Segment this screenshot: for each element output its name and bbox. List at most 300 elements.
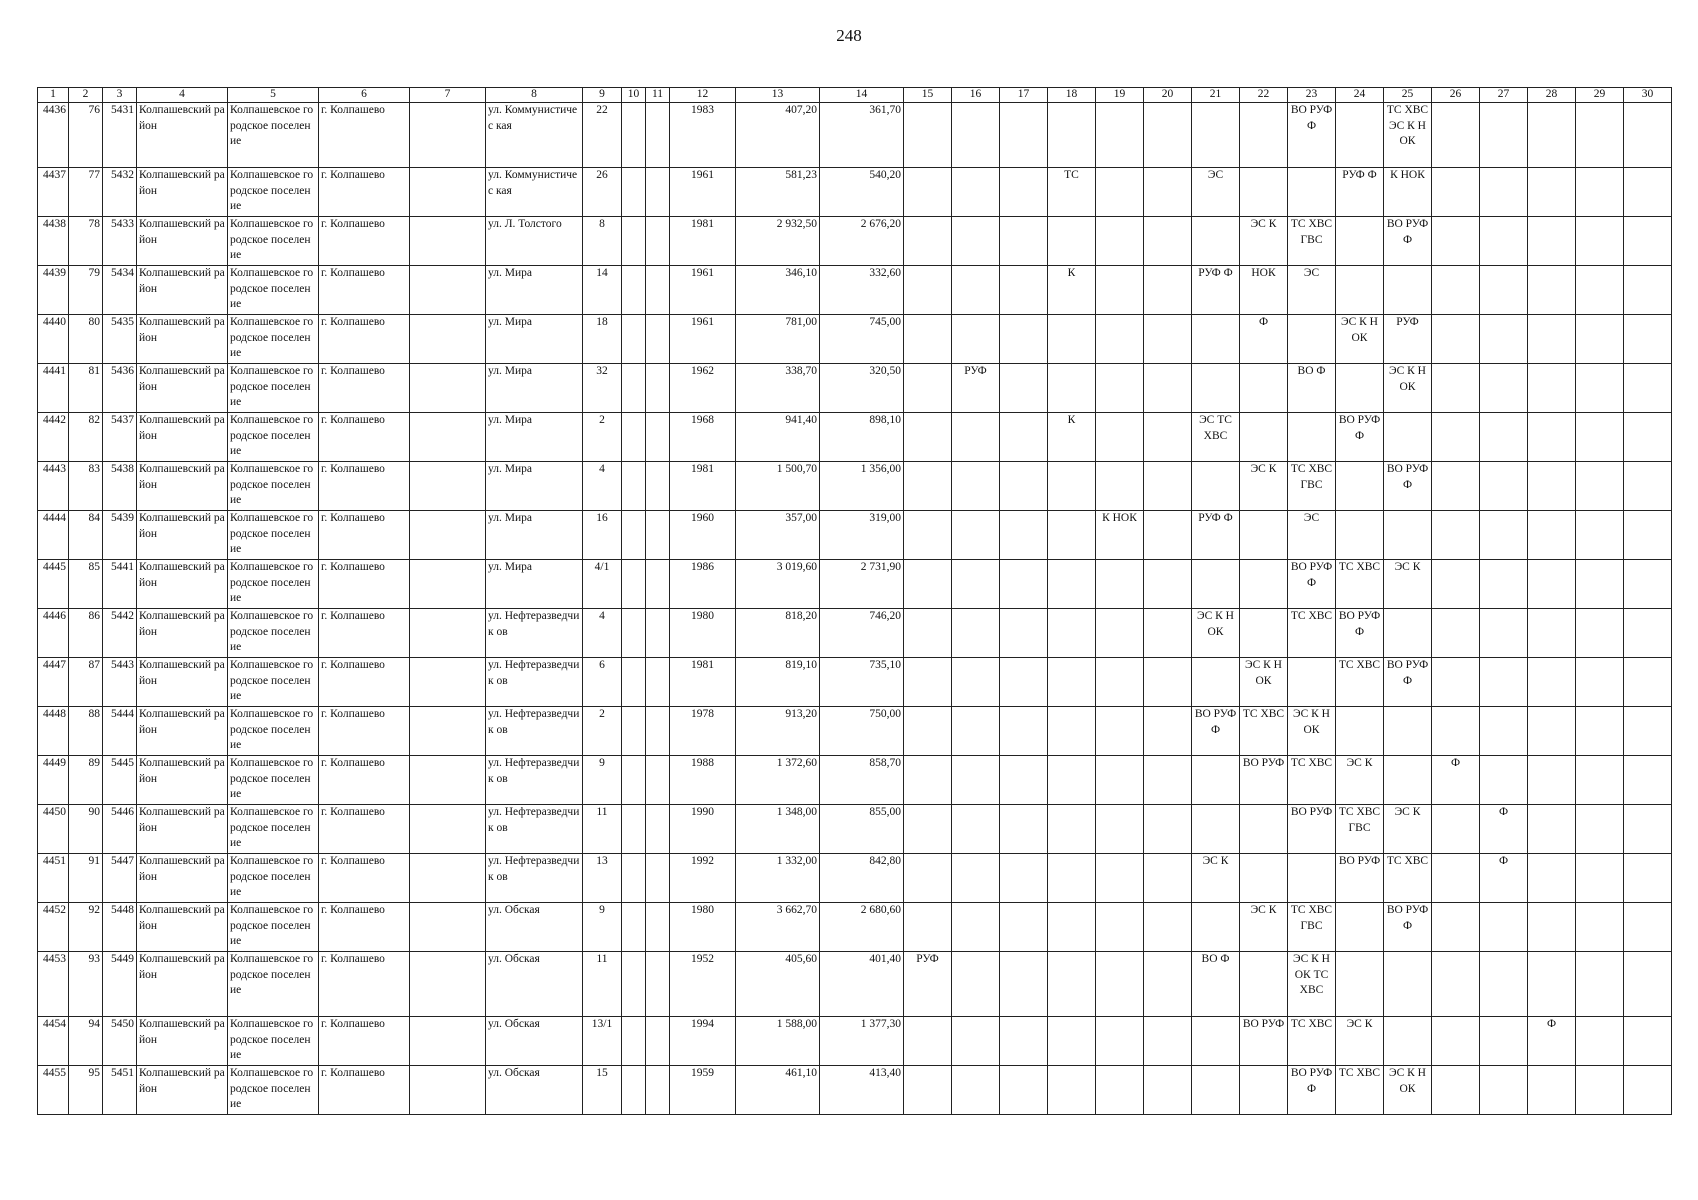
cell-col-9: 16	[583, 511, 622, 560]
header-row	[38, 88, 1672, 103]
cell-col-10	[622, 1066, 646, 1115]
cell-col-17	[1000, 413, 1048, 462]
cell-col-6: г. Колпашево	[319, 609, 410, 658]
cell-col-24	[1336, 462, 1384, 511]
cell-col-19	[1096, 854, 1144, 903]
cell-col-6: г. Колпашево	[319, 364, 410, 413]
cell-col-29	[1576, 609, 1624, 658]
cell-col-13: 407,20	[736, 103, 820, 168]
cell-col-27	[1480, 707, 1528, 756]
cell-col-9: 4	[583, 462, 622, 511]
cell-col-28	[1528, 805, 1576, 854]
column-header-4: 4	[137, 88, 228, 103]
cell-col-18	[1048, 217, 1096, 266]
cell-col-4: Колпашевский район	[137, 805, 228, 854]
table-row	[38, 168, 1672, 217]
cell-col-23: ВО Ф	[1288, 364, 1336, 413]
cell-col-14: 745,00	[820, 315, 904, 364]
cell-col-28	[1528, 609, 1576, 658]
cell-col-12: 1981	[670, 658, 736, 707]
cell-col-11	[646, 903, 670, 952]
cell-col-8: ул. Мира	[486, 511, 583, 560]
cell-col-28	[1528, 756, 1576, 805]
cell-col-18	[1048, 952, 1096, 1017]
cell-col-28	[1528, 315, 1576, 364]
cell-col-13: 1 332,00	[736, 854, 820, 903]
table-row	[38, 756, 1672, 805]
cell-col-30	[1624, 103, 1672, 168]
cell-col-14: 413,40	[820, 1066, 904, 1115]
cell-col-19	[1096, 315, 1144, 364]
cell-col-6: г. Колпашево	[319, 315, 410, 364]
cell-col-2: 79	[69, 266, 103, 315]
cell-col-28	[1528, 952, 1576, 1017]
cell-col-16	[952, 658, 1000, 707]
cell-col-29	[1576, 168, 1624, 217]
cell-col-19	[1096, 805, 1144, 854]
cell-col-16: РУФ	[952, 364, 1000, 413]
column-header-6: 6	[319, 88, 410, 103]
cell-col-1: 4437	[38, 168, 69, 217]
cell-col-6: г. Колпашево	[319, 217, 410, 266]
cell-col-10	[622, 364, 646, 413]
cell-col-14: 2 676,20	[820, 217, 904, 266]
column-header-18: 18	[1048, 88, 1096, 103]
cell-col-28	[1528, 266, 1576, 315]
cell-col-12: 1960	[670, 511, 736, 560]
cell-col-16	[952, 315, 1000, 364]
register-table	[37, 87, 1672, 1115]
cell-col-2: 78	[69, 217, 103, 266]
column-header-5: 5	[228, 88, 319, 103]
cell-col-4: Колпашевский район	[137, 756, 228, 805]
cell-col-12: 1961	[670, 315, 736, 364]
cell-col-18	[1048, 1017, 1096, 1066]
cell-col-28	[1528, 103, 1576, 168]
cell-col-27	[1480, 658, 1528, 707]
cell-col-18	[1048, 658, 1096, 707]
table-row	[38, 511, 1672, 560]
cell-col-24: ТС ХВС	[1336, 1066, 1384, 1115]
cell-col-24: ВО РУФ Ф	[1336, 413, 1384, 462]
cell-col-26: Ф	[1432, 756, 1480, 805]
column-header-29: 29	[1576, 88, 1624, 103]
cell-col-24: ВО РУФ Ф	[1336, 609, 1384, 658]
cell-col-24: РУФ Ф	[1336, 168, 1384, 217]
cell-col-28	[1528, 658, 1576, 707]
cell-col-9: 14	[583, 266, 622, 315]
cell-col-28	[1528, 413, 1576, 462]
column-header-17: 17	[1000, 88, 1048, 103]
cell-col-18: К	[1048, 413, 1096, 462]
cell-col-15	[904, 266, 952, 315]
cell-col-17	[1000, 952, 1048, 1017]
cell-col-11	[646, 1066, 670, 1115]
cell-col-8: ул. Мира	[486, 364, 583, 413]
cell-col-25: ЭС К НОК	[1384, 364, 1432, 413]
cell-col-3: 5444	[103, 707, 137, 756]
cell-col-19	[1096, 707, 1144, 756]
cell-col-19	[1096, 609, 1144, 658]
cell-col-3: 5439	[103, 511, 137, 560]
table-row	[38, 903, 1672, 952]
cell-col-17	[1000, 658, 1048, 707]
cell-col-15	[904, 805, 952, 854]
cell-col-25: ТС ХВС ЭС К НОК	[1384, 103, 1432, 168]
cell-col-26	[1432, 364, 1480, 413]
cell-col-2: 92	[69, 903, 103, 952]
column-header-24: 24	[1336, 88, 1384, 103]
cell-col-8: ул. Нефтеразведчик ов	[486, 658, 583, 707]
cell-col-13: 346,10	[736, 266, 820, 315]
cell-col-20	[1144, 266, 1192, 315]
cell-col-10	[622, 707, 646, 756]
cell-col-19	[1096, 1066, 1144, 1115]
cell-col-19	[1096, 560, 1144, 609]
cell-col-23: ТС ХВС	[1288, 756, 1336, 805]
cell-col-28	[1528, 511, 1576, 560]
table-row	[38, 413, 1672, 462]
cell-col-6: г. Колпашево	[319, 707, 410, 756]
cell-col-8: ул. Обская	[486, 1066, 583, 1115]
cell-col-18	[1048, 903, 1096, 952]
cell-col-24: ТС ХВС ГВС	[1336, 805, 1384, 854]
cell-col-28	[1528, 1066, 1576, 1115]
column-header-13: 13	[736, 88, 820, 103]
cell-col-26	[1432, 854, 1480, 903]
cell-col-16	[952, 217, 1000, 266]
cell-col-16	[952, 266, 1000, 315]
cell-col-3: 5434	[103, 266, 137, 315]
cell-col-18	[1048, 315, 1096, 364]
table-body	[38, 103, 1672, 1115]
cell-col-10	[622, 103, 646, 168]
column-header-25: 25	[1384, 88, 1432, 103]
cell-col-5: Колпашевское городское поселение	[228, 511, 319, 560]
cell-col-19	[1096, 217, 1144, 266]
cell-col-29	[1576, 364, 1624, 413]
cell-col-2: 84	[69, 511, 103, 560]
cell-col-11	[646, 364, 670, 413]
cell-col-11	[646, 952, 670, 1017]
cell-col-15	[904, 217, 952, 266]
cell-col-9: 6	[583, 658, 622, 707]
cell-col-8: ул. Нефтеразведчик ов	[486, 854, 583, 903]
cell-col-21: ЭС К НОК	[1192, 609, 1240, 658]
cell-col-7	[410, 103, 486, 168]
cell-col-25: ВО РУФ Ф	[1384, 903, 1432, 952]
column-header-3: 3	[103, 88, 137, 103]
cell-col-18	[1048, 756, 1096, 805]
cell-col-29	[1576, 805, 1624, 854]
cell-col-6: г. Колпашево	[319, 854, 410, 903]
cell-col-25	[1384, 952, 1432, 1017]
cell-col-14: 540,20	[820, 168, 904, 217]
cell-col-25: ЭС К НОК	[1384, 1066, 1432, 1115]
cell-col-24: ЭС К НОК	[1336, 315, 1384, 364]
cell-col-18	[1048, 805, 1096, 854]
cell-col-27	[1480, 103, 1528, 168]
cell-col-13: 913,20	[736, 707, 820, 756]
cell-col-3: 5438	[103, 462, 137, 511]
cell-col-5: Колпашевское городское поселение	[228, 462, 319, 511]
cell-col-28: Ф	[1528, 1017, 1576, 1066]
cell-col-28	[1528, 903, 1576, 952]
cell-col-7	[410, 168, 486, 217]
cell-col-26	[1432, 707, 1480, 756]
cell-col-10	[622, 1017, 646, 1066]
cell-col-8: ул. Обская	[486, 903, 583, 952]
cell-col-3: 5449	[103, 952, 137, 1017]
cell-col-25: ТС ХВС	[1384, 854, 1432, 903]
cell-col-12: 1980	[670, 609, 736, 658]
cell-col-5: Колпашевское городское поселение	[228, 1017, 319, 1066]
cell-col-6: г. Колпашево	[319, 952, 410, 1017]
cell-col-26	[1432, 315, 1480, 364]
cell-col-18	[1048, 1066, 1096, 1115]
cell-col-30	[1624, 1017, 1672, 1066]
cell-col-16	[952, 756, 1000, 805]
cell-col-19	[1096, 266, 1144, 315]
cell-col-17	[1000, 560, 1048, 609]
cell-col-16	[952, 952, 1000, 1017]
cell-col-3: 5447	[103, 854, 137, 903]
cell-col-23	[1288, 168, 1336, 217]
cell-col-2: 91	[69, 854, 103, 903]
cell-col-6: г. Колпашево	[319, 266, 410, 315]
cell-col-17	[1000, 315, 1048, 364]
cell-col-29	[1576, 315, 1624, 364]
cell-col-21	[1192, 315, 1240, 364]
cell-col-22	[1240, 1066, 1288, 1115]
cell-col-27	[1480, 217, 1528, 266]
cell-col-4: Колпашевский район	[137, 658, 228, 707]
cell-col-21: РУФ Ф	[1192, 266, 1240, 315]
cell-col-1: 4440	[38, 315, 69, 364]
table-row	[38, 805, 1672, 854]
cell-col-19	[1096, 952, 1144, 1017]
cell-col-8: ул. Обская	[486, 1017, 583, 1066]
cell-col-29	[1576, 854, 1624, 903]
cell-col-3: 5436	[103, 364, 137, 413]
column-header-2: 2	[69, 88, 103, 103]
cell-col-24	[1336, 903, 1384, 952]
cell-col-21: ЭС К	[1192, 854, 1240, 903]
cell-col-7	[410, 413, 486, 462]
cell-col-11	[646, 560, 670, 609]
column-header-12: 12	[670, 88, 736, 103]
cell-col-22: ТС ХВС	[1240, 707, 1288, 756]
cell-col-22	[1240, 854, 1288, 903]
cell-col-21	[1192, 103, 1240, 168]
cell-col-17	[1000, 1066, 1048, 1115]
cell-col-12: 1992	[670, 854, 736, 903]
table-row	[38, 707, 1672, 756]
cell-col-16	[952, 609, 1000, 658]
cell-col-6: г. Колпашево	[319, 560, 410, 609]
cell-col-26	[1432, 560, 1480, 609]
cell-col-14: 898,10	[820, 413, 904, 462]
cell-col-13: 941,40	[736, 413, 820, 462]
cell-col-14: 858,70	[820, 756, 904, 805]
table-row	[38, 560, 1672, 609]
cell-col-25	[1384, 756, 1432, 805]
cell-col-7	[410, 854, 486, 903]
cell-col-22	[1240, 511, 1288, 560]
cell-col-28	[1528, 462, 1576, 511]
cell-col-8: ул. Нефтеразведчик ов	[486, 805, 583, 854]
cell-col-1: 4452	[38, 903, 69, 952]
cell-col-23	[1288, 658, 1336, 707]
cell-col-11	[646, 413, 670, 462]
cell-col-6: г. Колпашево	[319, 1066, 410, 1115]
cell-col-20	[1144, 462, 1192, 511]
cell-col-19	[1096, 364, 1144, 413]
cell-col-18	[1048, 103, 1096, 168]
table-row	[38, 217, 1672, 266]
cell-col-22: ВО РУФ	[1240, 756, 1288, 805]
cell-col-8: ул. Нефтеразведчик ов	[486, 609, 583, 658]
cell-col-1: 4444	[38, 511, 69, 560]
cell-col-11	[646, 658, 670, 707]
cell-col-24	[1336, 511, 1384, 560]
cell-col-11	[646, 805, 670, 854]
cell-col-17	[1000, 462, 1048, 511]
cell-col-10	[622, 854, 646, 903]
cell-col-5: Колпашевское городское поселение	[228, 1066, 319, 1115]
cell-col-12: 1990	[670, 805, 736, 854]
cell-col-18: ТС	[1048, 168, 1096, 217]
cell-col-14: 319,00	[820, 511, 904, 560]
cell-col-20	[1144, 903, 1192, 952]
cell-col-1: 4454	[38, 1017, 69, 1066]
column-number-header	[38, 88, 1672, 103]
cell-col-12: 1968	[670, 413, 736, 462]
column-header-11: 11	[646, 88, 670, 103]
cell-col-7	[410, 560, 486, 609]
cell-col-2: 85	[69, 560, 103, 609]
table-row	[38, 609, 1672, 658]
cell-col-28	[1528, 854, 1576, 903]
cell-col-15	[904, 364, 952, 413]
cell-col-10	[622, 315, 646, 364]
column-header-22: 22	[1240, 88, 1288, 103]
cell-col-26	[1432, 952, 1480, 1017]
cell-col-18	[1048, 854, 1096, 903]
cell-col-2: 90	[69, 805, 103, 854]
cell-col-17	[1000, 854, 1048, 903]
cell-col-27	[1480, 511, 1528, 560]
cell-col-2: 94	[69, 1017, 103, 1066]
cell-col-14: 361,70	[820, 103, 904, 168]
cell-col-25	[1384, 1017, 1432, 1066]
cell-col-9: 8	[583, 217, 622, 266]
cell-col-22	[1240, 609, 1288, 658]
cell-col-1: 4451	[38, 854, 69, 903]
cell-col-14: 332,60	[820, 266, 904, 315]
cell-col-14: 855,00	[820, 805, 904, 854]
cell-col-29	[1576, 266, 1624, 315]
cell-col-26	[1432, 413, 1480, 462]
cell-col-13: 461,10	[736, 1066, 820, 1115]
cell-col-5: Колпашевское городское поселение	[228, 609, 319, 658]
cell-col-4: Колпашевский район	[137, 413, 228, 462]
cell-col-14: 2 731,90	[820, 560, 904, 609]
column-header-9: 9	[583, 88, 622, 103]
cell-col-16	[952, 511, 1000, 560]
cell-col-3: 5446	[103, 805, 137, 854]
cell-col-19	[1096, 168, 1144, 217]
cell-col-9: 26	[583, 168, 622, 217]
cell-col-13: 338,70	[736, 364, 820, 413]
cell-col-23: ЭС	[1288, 266, 1336, 315]
cell-col-3: 5445	[103, 756, 137, 805]
cell-col-16	[952, 903, 1000, 952]
cell-col-4: Колпашевский район	[137, 462, 228, 511]
cell-col-22: ЭС К	[1240, 903, 1288, 952]
cell-col-12: 1959	[670, 1066, 736, 1115]
cell-col-30	[1624, 560, 1672, 609]
cell-col-2: 89	[69, 756, 103, 805]
cell-col-9: 15	[583, 1066, 622, 1115]
cell-col-16	[952, 462, 1000, 511]
cell-col-17	[1000, 1017, 1048, 1066]
cell-col-2: 95	[69, 1066, 103, 1115]
cell-col-2: 88	[69, 707, 103, 756]
cell-col-22: Ф	[1240, 315, 1288, 364]
cell-col-4: Колпашевский район	[137, 903, 228, 952]
column-header-1: 1	[38, 88, 69, 103]
cell-col-10	[622, 217, 646, 266]
cell-col-20	[1144, 1066, 1192, 1115]
cell-col-7	[410, 609, 486, 658]
cell-col-20	[1144, 952, 1192, 1017]
cell-col-5: Колпашевское городское поселение	[228, 103, 319, 168]
cell-col-15	[904, 315, 952, 364]
cell-col-9: 2	[583, 707, 622, 756]
cell-col-5: Колпашевское городское поселение	[228, 952, 319, 1017]
cell-col-7	[410, 1017, 486, 1066]
cell-col-6: г. Колпашево	[319, 103, 410, 168]
cell-col-17	[1000, 266, 1048, 315]
cell-col-20	[1144, 854, 1192, 903]
cell-col-27	[1480, 315, 1528, 364]
cell-col-21: РУФ Ф	[1192, 511, 1240, 560]
cell-col-9: 13/1	[583, 1017, 622, 1066]
cell-col-5: Колпашевское городское поселение	[228, 756, 319, 805]
cell-col-30	[1624, 315, 1672, 364]
cell-col-3: 5442	[103, 609, 137, 658]
cell-col-30	[1624, 217, 1672, 266]
cell-col-4: Колпашевский район	[137, 511, 228, 560]
cell-col-30	[1624, 658, 1672, 707]
cell-col-15	[904, 168, 952, 217]
cell-col-10	[622, 462, 646, 511]
cell-col-29	[1576, 217, 1624, 266]
cell-col-6: г. Колпашево	[319, 903, 410, 952]
cell-col-17	[1000, 511, 1048, 560]
cell-col-30	[1624, 756, 1672, 805]
cell-col-23: ТС ХВС	[1288, 1017, 1336, 1066]
cell-col-24: ТС ХВС	[1336, 658, 1384, 707]
cell-col-11	[646, 103, 670, 168]
cell-col-26	[1432, 805, 1480, 854]
cell-col-8: ул. Нефтеразведчик ов	[486, 707, 583, 756]
cell-col-20	[1144, 707, 1192, 756]
cell-col-13: 1 588,00	[736, 1017, 820, 1066]
cell-col-23: ЭС К НОК	[1288, 707, 1336, 756]
cell-col-13: 1 372,60	[736, 756, 820, 805]
